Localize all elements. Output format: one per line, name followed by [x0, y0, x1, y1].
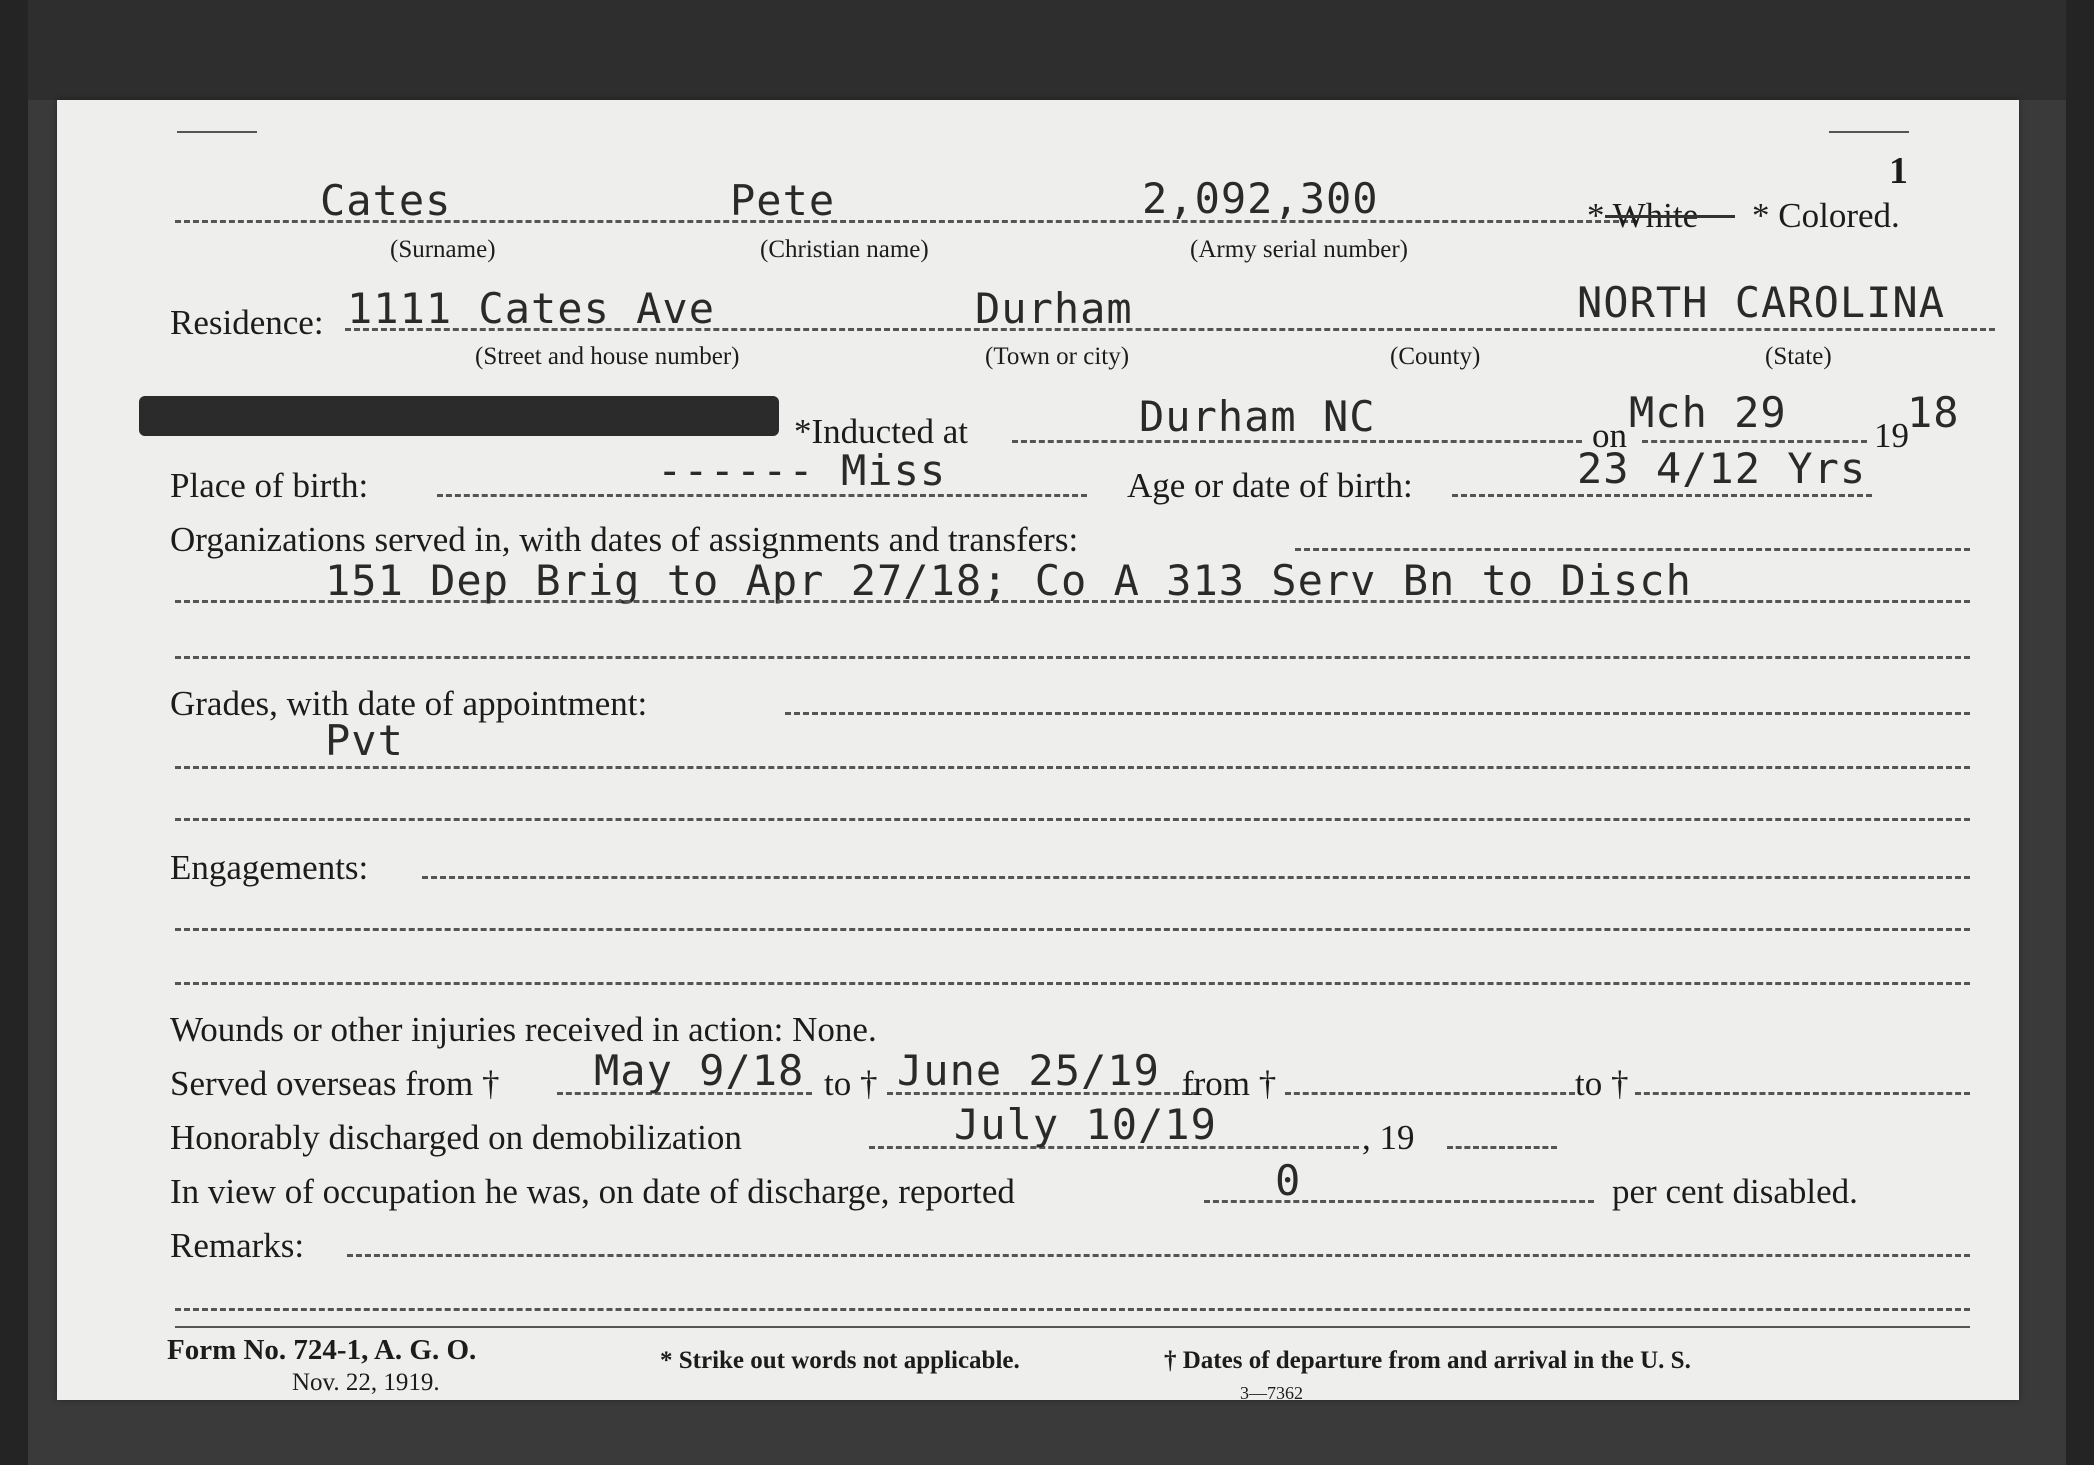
street-value: 1111 Cates Ave: [347, 284, 716, 333]
organizations-line-1: [1295, 548, 1970, 551]
inducted-value: Durham NC: [1139, 392, 1376, 441]
strike-note: * Strike out words not applicable.: [660, 1347, 1020, 1374]
organizations-label: Organizations served in, with dates of assignments and transfers:: [170, 520, 1079, 559]
induction-date-value: Mch 29: [1629, 388, 1787, 437]
remarks-label: Remarks:: [170, 1226, 305, 1265]
engagements-line-1: [422, 876, 1970, 879]
disability-suffix: per cent disabled.: [1612, 1172, 1858, 1211]
form-number: Form No. 724-1, A. G. O.: [167, 1334, 477, 1366]
corner-mark-right: [1829, 131, 1909, 133]
residence-label: Residence:: [170, 303, 324, 342]
year-value: 18: [1907, 388, 1960, 437]
grades-label: Grades, with date of appointment:: [170, 684, 648, 723]
discharge-year-line: [1447, 1146, 1557, 1149]
discharge-label: Honorably discharged on demobilization: [170, 1118, 742, 1157]
birth-place-label: Place of birth:: [170, 466, 369, 505]
engagements-label: Engagements:: [170, 848, 369, 887]
discharge-year-label: , 19: [1362, 1118, 1415, 1157]
service-record-card: [57, 100, 2019, 1403]
overseas-to2-line: [1635, 1092, 1970, 1095]
grades-line-1: [785, 712, 1970, 715]
organizations-line-2: [175, 600, 1970, 603]
overseas-from-value: May 9/18: [594, 1046, 805, 1095]
white-option: * White: [1587, 196, 1699, 235]
right-border: [2066, 0, 2094, 1465]
age-value: 23 4/12 Yrs: [1577, 444, 1867, 493]
on-label: on: [1592, 416, 1627, 455]
engagements-line-3: [175, 982, 1970, 985]
remarks-line-2: [175, 1308, 1970, 1311]
corner-mark-left: [177, 131, 257, 133]
print-code: 3—7362: [1240, 1383, 1303, 1403]
date-line: [1642, 440, 1867, 443]
age-line: [1452, 494, 1872, 497]
disability-value: 0: [1275, 1156, 1302, 1205]
age-label: Age or date of birth:: [1127, 466, 1413, 505]
serial-number-value: 2,092,300: [1142, 174, 1379, 223]
year-prefix: 19: [1874, 416, 1909, 455]
left-border: [0, 0, 28, 1465]
town-value: Durham: [975, 284, 1133, 333]
overseas-from2-line: [1285, 1092, 1575, 1095]
surname-value: Cates: [320, 176, 452, 225]
state-value: NORTH CAROLINA: [1577, 278, 1946, 327]
top-background: [0, 0, 2094, 100]
serial-number-label: (Army serial number): [1190, 236, 1408, 263]
remarks-line-1: [347, 1254, 1970, 1257]
overseas-to-value: June 25/19: [897, 1046, 1160, 1095]
county-label: (County): [1390, 343, 1481, 370]
grades-value: Pvt: [325, 716, 404, 765]
christian-name-value: Pete: [730, 176, 836, 225]
grades-line-2: [175, 766, 1970, 769]
redacted-enlistment-options: [139, 396, 779, 436]
wounds-label: Wounds or other injuries received in action: None.: [170, 1010, 877, 1049]
inducted-label: *Inducted at: [794, 412, 968, 451]
surname-label: (Surname): [390, 236, 496, 263]
footer-divider: [175, 1326, 1970, 1328]
white-strikeout: [1605, 215, 1735, 218]
organizations-line-3: [175, 656, 1970, 659]
grades-line-3: [175, 818, 1970, 821]
overseas-to2-label: to †: [1575, 1064, 1629, 1103]
engagements-line-2: [175, 928, 1970, 931]
dates-note: † Dates of departure from and arrival in the U. S.: [1164, 1347, 1691, 1374]
card-number: 1: [1889, 150, 1908, 192]
town-label: (Town or city): [985, 343, 1130, 370]
discharge-value: July 10/19: [954, 1100, 1217, 1149]
organizations-value: 151 Dep Brig to Apr 27/18; Co A 313 Serv Bn to Disch: [325, 556, 1692, 605]
colored-option: * Colored.: [1752, 196, 1900, 235]
overseas-label: Served overseas from †: [170, 1064, 500, 1103]
overseas-from2-label: from †: [1182, 1064, 1277, 1103]
state-label: (State): [1765, 343, 1832, 370]
form-date: Nov. 22, 1919.: [292, 1369, 440, 1396]
disability-label: In view of occupation he was, on date of discharge, reported: [170, 1172, 1015, 1211]
birth-place-value: ------ Miss: [657, 446, 947, 495]
overseas-to-label: to †: [824, 1064, 878, 1103]
disability-line: [1204, 1200, 1594, 1203]
street-label: (Street and house number): [475, 343, 740, 370]
christian-name-label: (Christian name): [760, 236, 929, 263]
